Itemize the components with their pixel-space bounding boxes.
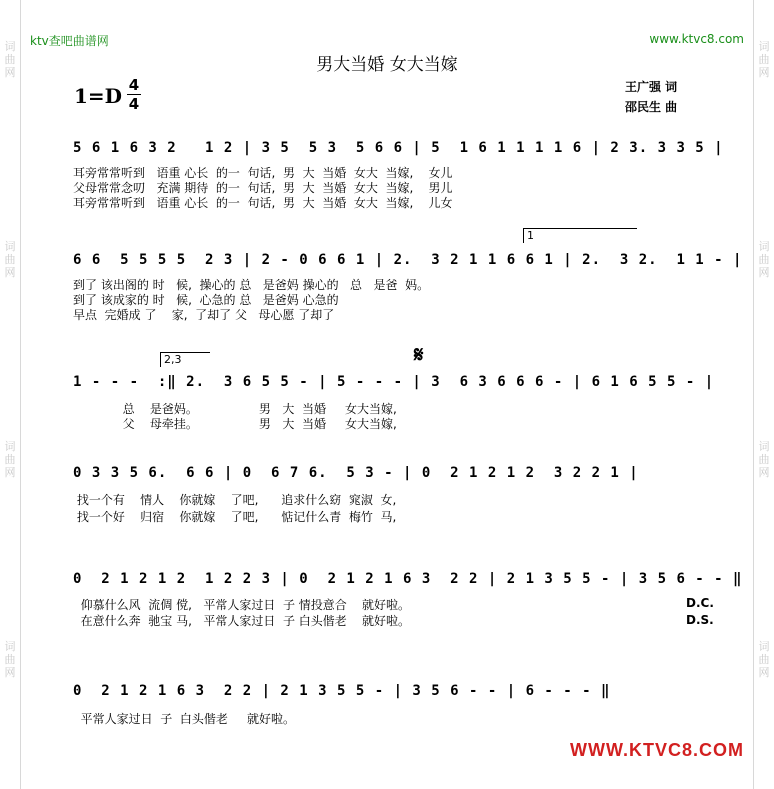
watermark-text: 词曲网 <box>4 240 16 279</box>
composer-credit: 邵民生 曲 <box>625 100 678 114</box>
key-signature: 1=D <box>74 84 123 108</box>
time-signature <box>127 76 141 113</box>
site-name-left: ktv查吧曲谱网 <box>30 34 109 48</box>
lyric-line: 找一个好 归宿 你就嫁 了吧, 惦记什么青 梅竹 马, <box>73 510 397 524</box>
lyric-line: 到了 该出阁的 时 候, 操心的 总 是爸妈 操心的 总 是爸 妈。 <box>73 278 430 292</box>
time-numerator: 4 <box>128 76 140 94</box>
watermark-text: 词曲网 <box>4 40 16 79</box>
lyric-line: 平常人家过日 子 白头偕老 就好啦。 <box>73 712 295 726</box>
notation-line-6: 0 2 1 2 1 6 3 2 2 | 2 1 3 5 5 - | 3 5 6 - - | 6 - - - ‖ <box>73 683 611 699</box>
lyric-line: 耳旁常常听到 语重 心长 的一 句话, 男 大 当婚 女大 当嫁, 女儿 <box>73 166 453 180</box>
lyric-line: 总 是爸妈。 男 大 当婚 女大当嫁, <box>73 402 397 416</box>
watermark-text: 词曲网 <box>758 240 770 279</box>
volta-bracket-2-3: 2,3 <box>160 352 210 367</box>
segno-sign: 𝄋 <box>414 343 424 368</box>
da-capo-mark: D.C. <box>686 596 714 610</box>
watermark-text: 词曲网 <box>4 640 16 679</box>
song-title: 男大当婚 女大当嫁 <box>316 55 458 75</box>
left-margin-watermark <box>0 0 21 789</box>
watermark-text: 词曲网 <box>758 640 770 679</box>
lyricist-credit: 王广强 词 <box>625 80 678 94</box>
lyric-line: 早点 完婚成 了 家, 了却了 父 母心愿 了却了 <box>73 308 335 322</box>
time-denominator: 4 <box>128 95 140 113</box>
watermark-text: 词曲网 <box>4 440 16 479</box>
notation-line-2: 6 6 5 5 5 5 2 3 | 2 - 0 6 6 1 | 2. 3 2 1 1 6 6 1 | 2. 3 2. 1 1 - | <box>73 252 743 268</box>
right-margin-watermark <box>753 0 774 789</box>
lyric-line: 在意什么奔 驰宝 马, 平常人家过日 子 白头偕老 就好啦。 <box>73 614 411 628</box>
dal-segno-mark: D.S. <box>686 613 714 627</box>
lyric-line: 父母常常念叨 充满 期待 的一 句话, 男 大 当婚 女大 当嫁, 男儿 <box>73 181 453 195</box>
notation-line-1: 5 6 1 6 3 2 1 2 | 3 5 5 3 5 6 6 | 5 1 6 1 1 1 1 6 | 2 3. 3 3 5 | <box>73 140 724 156</box>
site-url-right: www.ktvc8.com <box>649 32 744 46</box>
notation-line-3: 1 - - - :‖ 2. 3 6 5 5 - | 5 - - - | 3 6 3 6 6 6 - | 6 1 6 5 5 - | <box>73 374 715 390</box>
lyric-line: 父 母牵挂。 男 大 当婚 女大当嫁, <box>73 417 397 431</box>
site-brand-logo: WWW.KTVC8.COM <box>570 740 744 760</box>
volta-bracket-1: 1 <box>523 228 637 243</box>
notation-line-5: 0 2 1 2 1 2 1 2 2 3 | 0 2 1 2 1 6 3 2 2 | 2 1 3 5 5 - | 3 5 6 - - ‖ <box>73 571 743 587</box>
watermark-text: 词曲网 <box>758 440 770 479</box>
lyric-line: 耳旁常常听到 语重 心长 的一 句话, 男 大 当婚 女大 当嫁, 儿女 <box>73 196 453 210</box>
watermark-text: 词曲网 <box>758 40 770 79</box>
notation-line-4: 0 3 3 5 6. 6 6 | 0 6 7 6. 5 3 - | 0 2 1 2 1 2 3 2 2 1 | <box>73 465 639 481</box>
lyric-line: 到了 该成家的 时 候, 心急的 总 是爸妈 心急的 <box>73 293 339 307</box>
lyric-line: 找一个有 情人 你就嫁 了吧, 追求什么窈 窕淑 女, <box>73 493 397 507</box>
lyric-line: 仰慕什么风 流倜 傥, 平常人家过日 子 情投意合 就好啦。 <box>73 598 411 612</box>
